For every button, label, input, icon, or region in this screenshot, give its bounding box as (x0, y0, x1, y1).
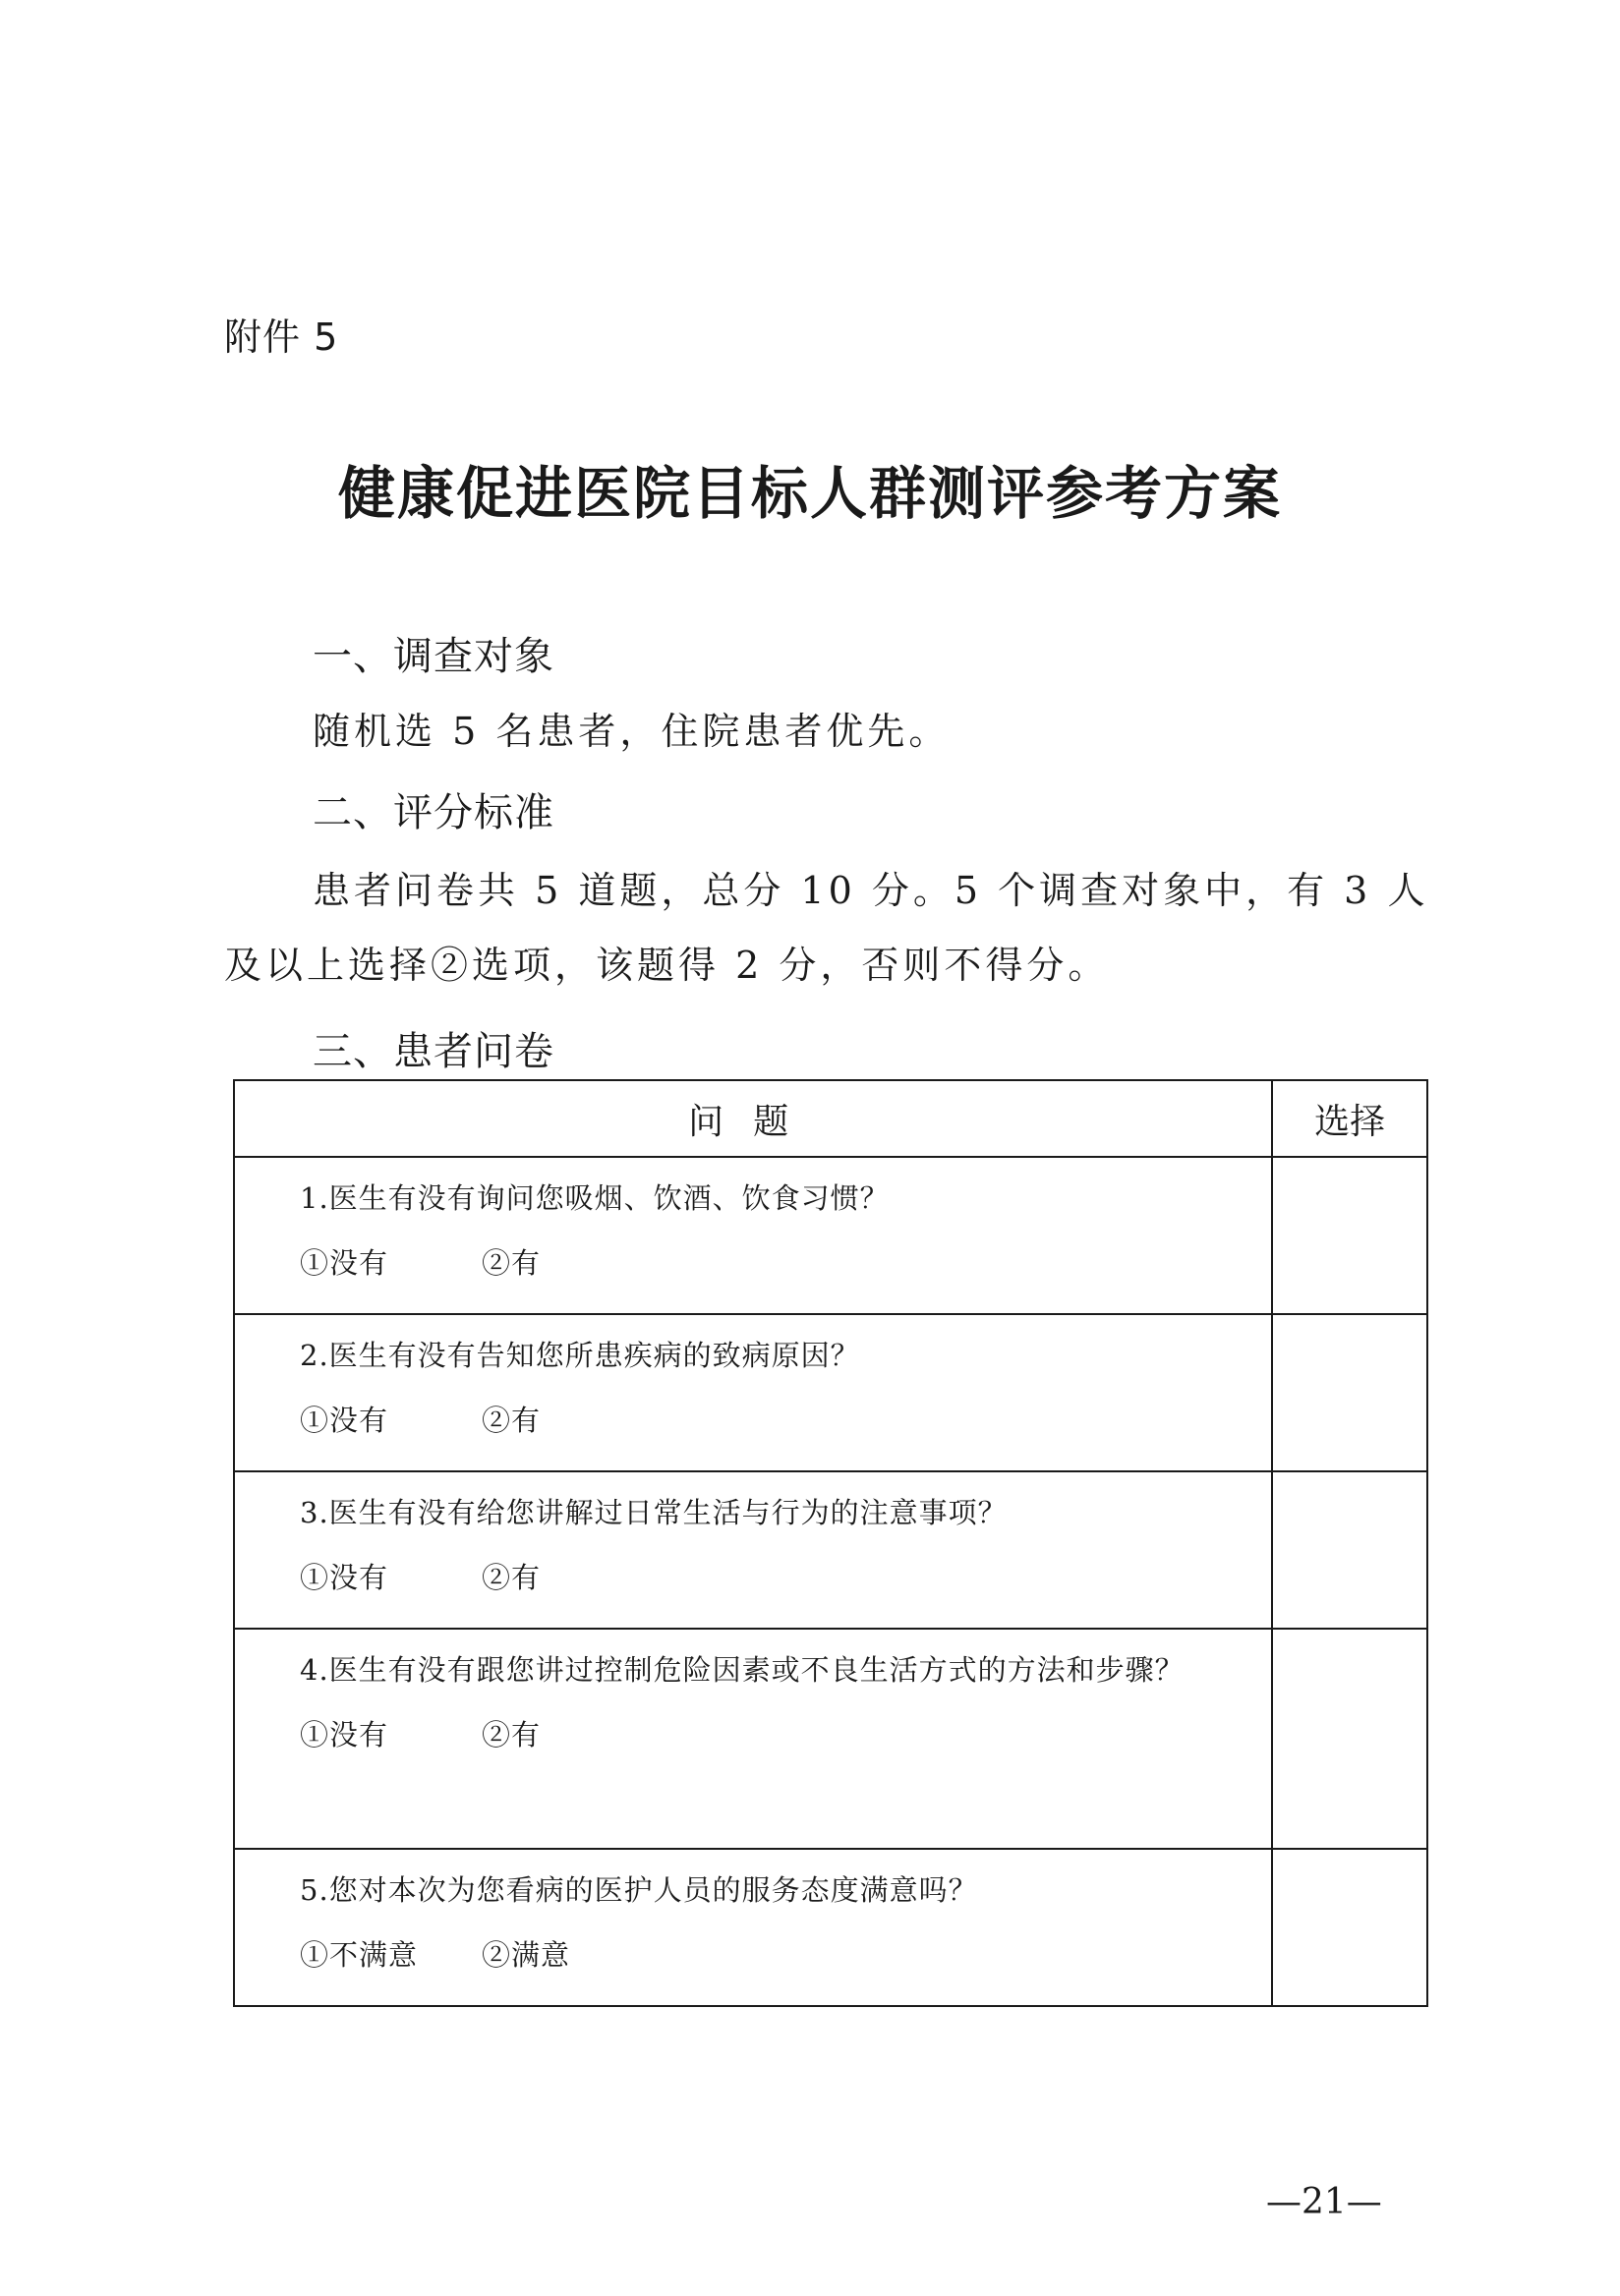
attachment-label: 附件 5 (224, 316, 339, 359)
option-1: ①没有 (300, 1718, 389, 1751)
section-heading-scoring: 二、评分标准 (313, 790, 554, 835)
header-choice: 选择 (1272, 1080, 1427, 1157)
table-row (234, 1157, 1427, 1314)
option-2: ②满意 (482, 1938, 571, 1972)
choice-cell[interactable] (1272, 1157, 1427, 1314)
table-header-row (234, 1080, 1427, 1157)
option-2: ②有 (482, 1718, 542, 1751)
question-text: 4.医生有没有跟您讲过控制危险因素或不良生活方式的方法和步骤？ (300, 1653, 1185, 1687)
question-text: 5.您对本次为您看病的医护人员的服务态度满意吗？ (300, 1873, 978, 1907)
question-text: 3.医生有没有给您讲解过日常生活与行为的注意事项？ (300, 1496, 1008, 1529)
option-2: ②有 (482, 1561, 542, 1594)
section-body-scoring: 患者问卷共 5 道题，总分 10 分。5 个调查对象中，有 3 人及以上选择②选项，该题得 2 分，否则不得分。 (224, 869, 1429, 987)
question-text: 2.医生有没有告知您所患疾病的致病原因？ (300, 1339, 860, 1372)
option-1: ①没有 (300, 1246, 389, 1280)
option-2: ②有 (482, 1404, 542, 1437)
header-question: 问题 (234, 1080, 1272, 1157)
section-heading-questionnaire: 三、患者问卷 (313, 1029, 554, 1074)
table-row (234, 1849, 1427, 2006)
questionnaire-table (233, 1079, 1428, 2007)
table-row (234, 1629, 1427, 1849)
page-number: —21— (1266, 2182, 1382, 2222)
question-text: 1.医生有没有询问您吸烟、饮酒、饮食习惯？ (300, 1181, 890, 1215)
page-title: 健康促进医院目标人群测评参考方案 (337, 460, 1282, 527)
choice-cell[interactable] (1272, 1849, 1427, 2006)
question-cell (234, 1471, 1272, 1629)
options (251, 1714, 1257, 1756)
question-cell (234, 1849, 1272, 2006)
choice-cell[interactable] (1272, 1471, 1427, 1629)
question-cell (234, 1629, 1272, 1849)
options (251, 1934, 1257, 1977)
section-heading-subjects: 一、调查对象 (313, 634, 554, 679)
question-cell (234, 1314, 1272, 1471)
choice-cell[interactable] (1272, 1629, 1427, 1849)
option-2: ②有 (482, 1246, 542, 1280)
section-body-subjects: 随机选 5 名患者，住院患者优先。 (313, 710, 951, 753)
table-row (234, 1314, 1427, 1471)
options (251, 1400, 1257, 1442)
options (251, 1242, 1257, 1285)
option-1: ①没有 (300, 1561, 389, 1594)
table-row (234, 1471, 1427, 1629)
choice-cell[interactable] (1272, 1314, 1427, 1471)
option-1: ①不满意 (300, 1938, 419, 1972)
options (251, 1557, 1257, 1599)
question-cell (234, 1157, 1272, 1314)
option-1: ①没有 (300, 1404, 389, 1437)
